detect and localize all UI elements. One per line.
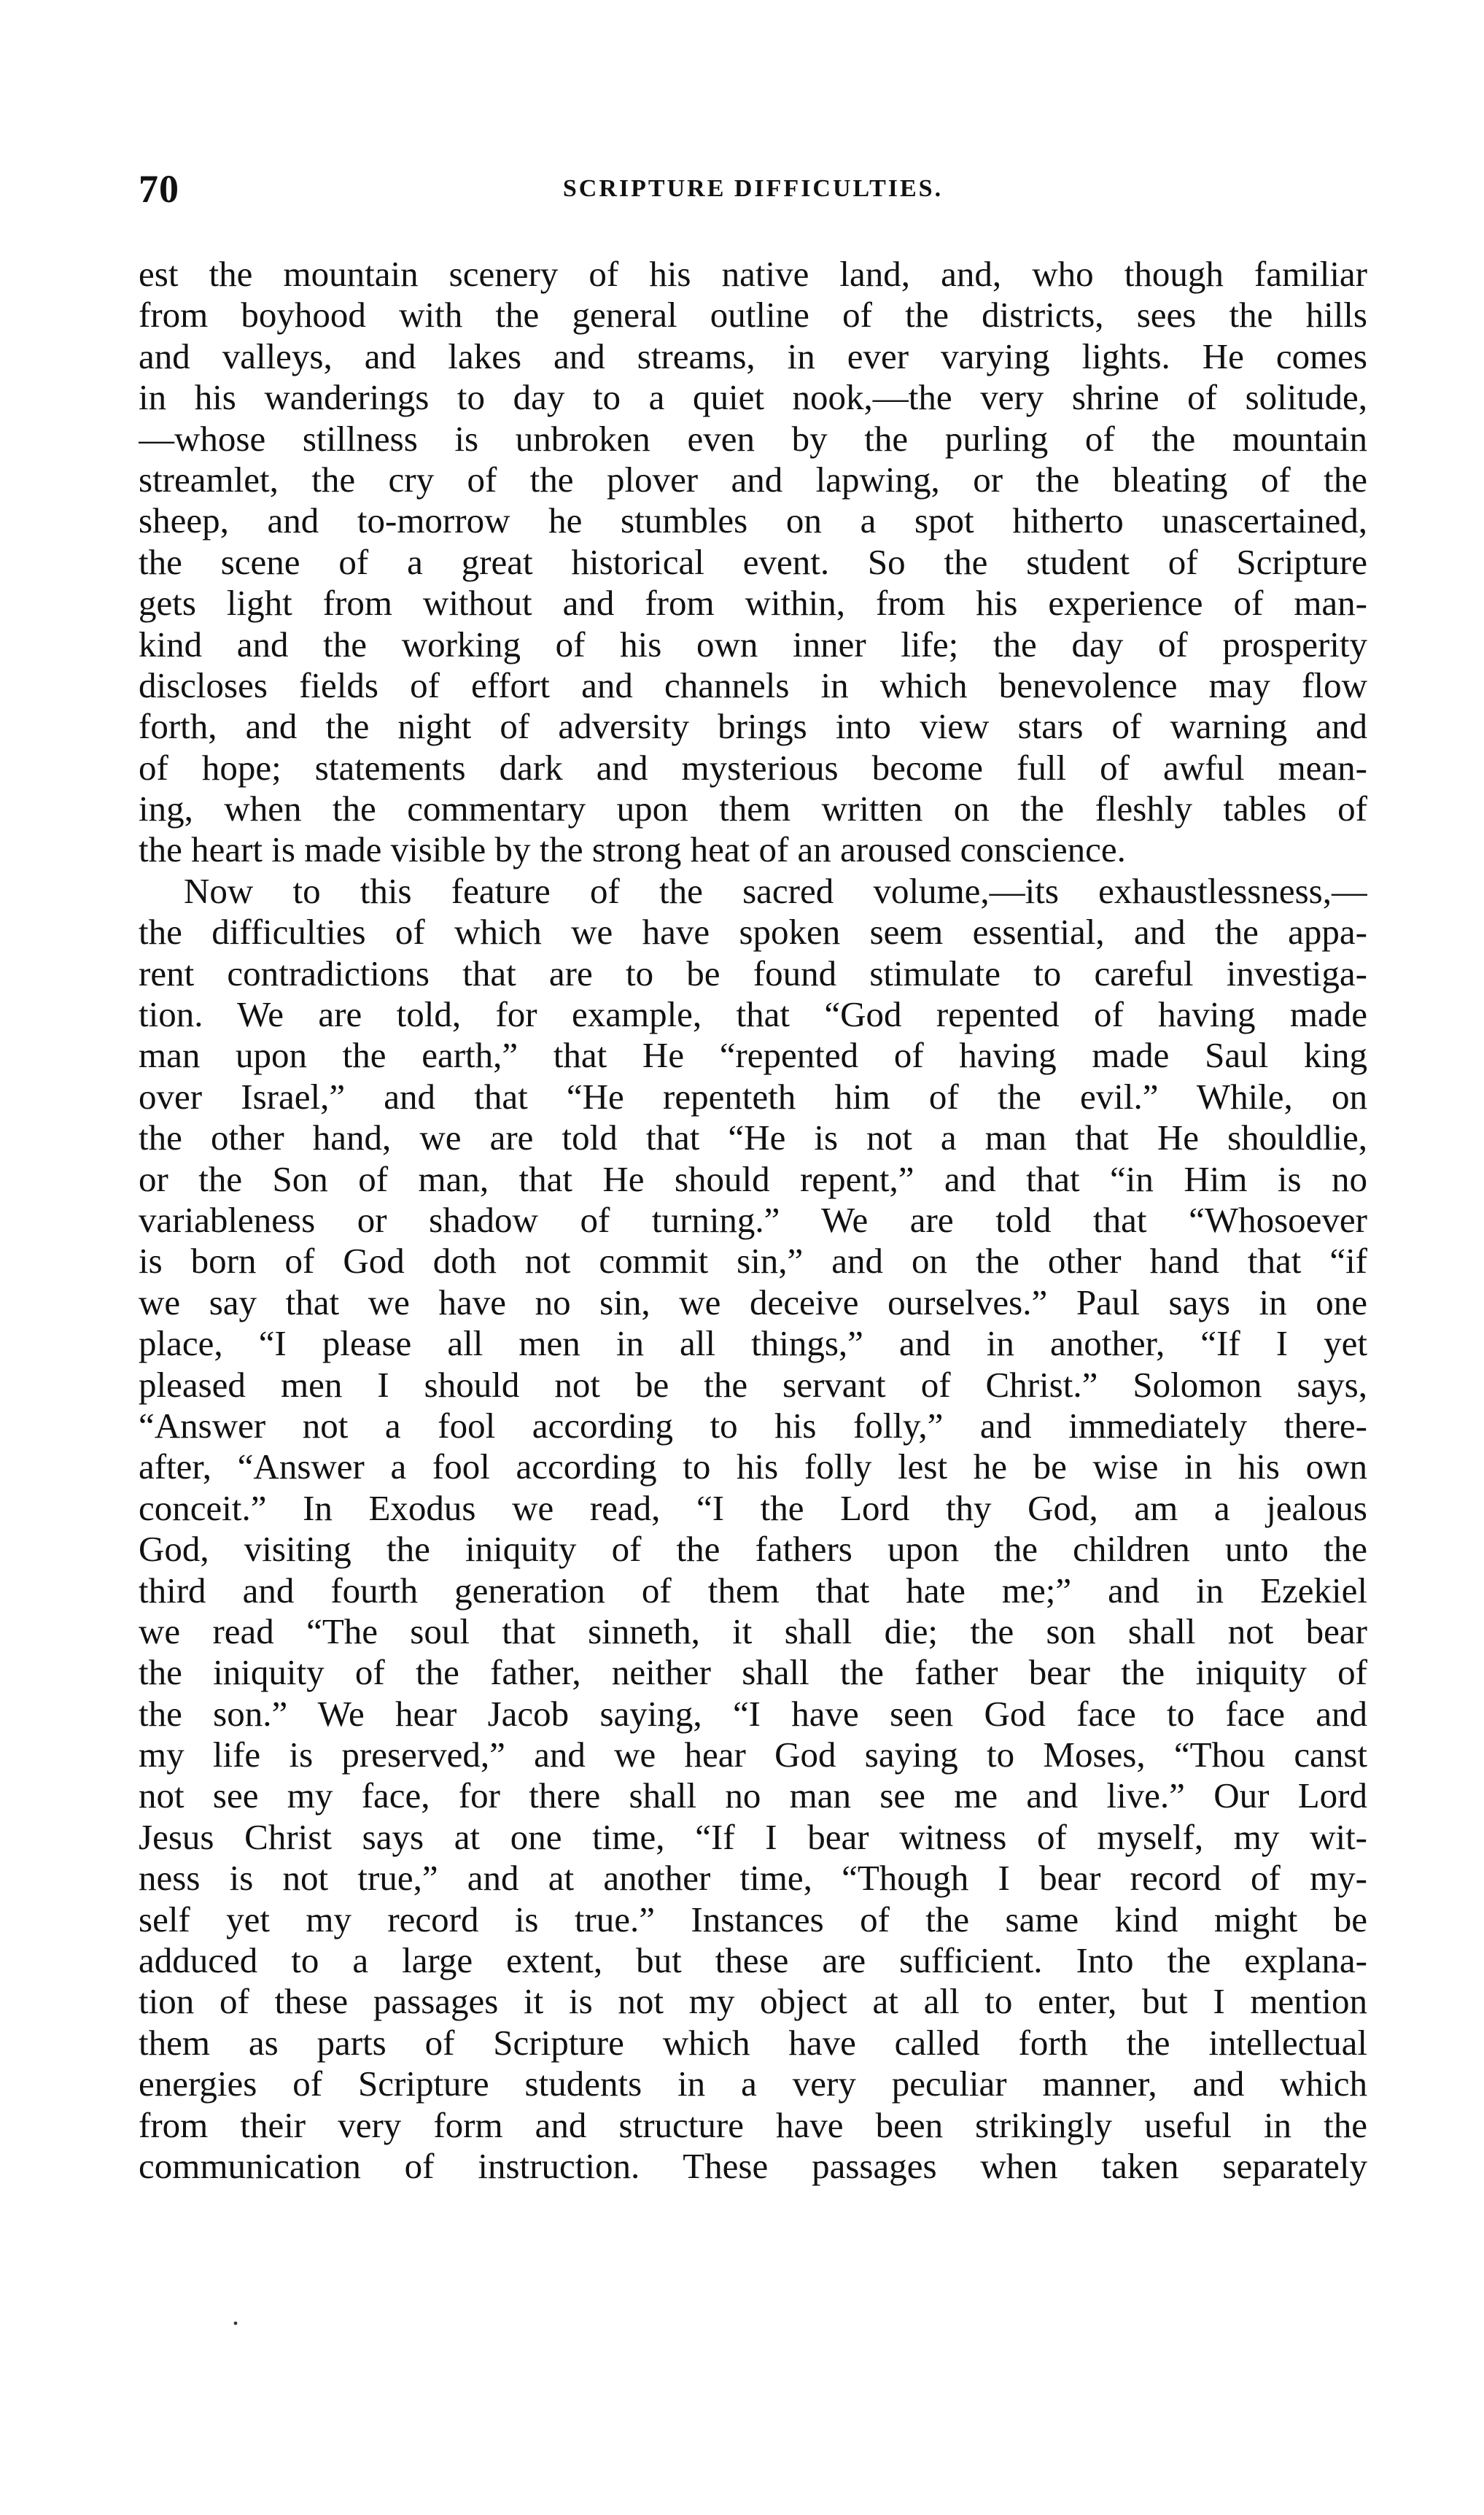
text-line: Jesus Christ says at one time, “If I bear witness of myself, my wit- [139, 1816, 1367, 1857]
text-line: man upon the earth,” that He “repented of having made Saul king [139, 1035, 1367, 1076]
text-line: ness is not true,” and at another time, “Though I bear record of my- [139, 1858, 1367, 1899]
text-line: we say that we have no sin, we deceive ourselves.” Paul says in one [139, 1282, 1367, 1322]
body-text [139, 254, 1367, 2187]
text-line: conceit.” In Exodus we read, “I the Lord thy God, am a jealous [139, 1487, 1367, 1528]
text-line: kind and the working of his own inner life; the day of prosperity [139, 624, 1367, 664]
text-line: self yet my record is true.” Instances of the same kind might be [139, 1899, 1367, 1939]
text-line: from boyhood with the general outline of the districts, sees the hills [139, 295, 1367, 336]
text-line: Now to this feature of the sacred volume,—its exhaustlessness,— [184, 870, 1367, 911]
page-number: 70 [139, 167, 179, 211]
text-line: “Answer not a fool according to his folly,” and immediately there- [139, 1405, 1367, 1446]
text-line: third and fourth generation of them that hate me;” and in Ezekiel [139, 1570, 1367, 1611]
text-line: over Israel,” and that “He repenteth him of the evil.” While, on [139, 1076, 1367, 1117]
text-line: in his wanderings to day to a quiet nook,—the very shrine of solitude, [139, 377, 1367, 418]
page-header [139, 166, 1367, 217]
text-line: communication of instruction. These passages when taken separately [139, 2145, 1367, 2186]
text-line: rent contradictions that are to be found stimulate to careful investiga- [139, 953, 1367, 993]
paragraph [139, 871, 1367, 2187]
text-line: the scene of a great historical event. So the student of Scripture [139, 541, 1367, 582]
text-line: streamlet, the cry of the plover and lapwing, or the bleating of the [139, 459, 1367, 500]
text-line: them as parts of Scripture which have called forth the intellectual [139, 2022, 1367, 2063]
text-line: my life is preserved,” and we hear God saying to Moses, “Thou canst [139, 1735, 1367, 1775]
text-line: the other hand, we are told that “He is not a man that He shouldlie, [139, 1117, 1367, 1158]
text-line: discloses fields of effort and channels in which benevolence may flow [139, 664, 1367, 705]
text-line: the iniquity of the father, neither shall the father bear the iniquity of [139, 1652, 1367, 1693]
text-line: ing, when the commentary upon them written on the fleshly tables of [139, 788, 1367, 829]
text-line: and valleys, and lakes and streams, in ever varying lights. He comes [139, 336, 1367, 376]
footer-mark: . [232, 2298, 239, 2331]
text-line: —whose stillness is unbroken even by the purling of the mountain [139, 418, 1367, 459]
text-line: we read “The soul that sinneth, it shall die; the son shall not bear [139, 1611, 1367, 1651]
paragraph [139, 254, 1367, 871]
text-line: energies of Scripture students in a very peculiar manner, and which [139, 2063, 1367, 2104]
text-line: the son.” We hear Jacob saying, “I have seen God face to face and [139, 1693, 1367, 1734]
text-line: the difficulties of which we have spoken seem essential, and the appa- [139, 912, 1367, 953]
text-line: pleased men I should not be the servant of Christ.” Solomon says, [139, 1364, 1367, 1405]
text-line: after, “Answer a fool according to his folly lest he be wise in his own [139, 1446, 1367, 1487]
text-line: variableness or shadow of turning.” We are told that “Whosoever [139, 1199, 1367, 1240]
text-line: forth, and the night of adversity brings into view stars of warning and [139, 706, 1367, 747]
text-line: tion of these passages it is not my object at all to enter, but I mention [139, 1981, 1367, 2022]
running-head: SCRIPTURE DIFFICULTIES. [562, 175, 944, 202]
text-line: adduced to a large extent, but these are sufficient. Into the explana- [139, 1940, 1367, 1981]
text-line: sheep, and to-morrow he stumbles on a spot hitherto unascertained, [139, 500, 1367, 541]
text-line: place, “I please all men in all things,” and in another, “If I yet [139, 1323, 1367, 1364]
text-line: gets light from without and from within, from his experience of man- [139, 583, 1367, 624]
text-line: of hope; statements dark and mysterious become full of awful mean- [139, 747, 1367, 788]
text-line: God, visiting the iniquity of the fathers upon the children unto the [139, 1529, 1367, 1570]
text-line: est the mountain scenery of his native land, and, who though familiar [139, 254, 1367, 294]
text-line: the heart is made visible by the strong heat of an aroused conscience. [139, 829, 1126, 870]
text-line: or the Son of man, that He should repent,” and that “in Him is no [139, 1158, 1367, 1199]
text-line: not see my face, for there shall no man see me and live.” Our Lord [139, 1775, 1367, 1816]
text-line: is born of God doth not commit sin,” and on the other hand that “if [139, 1241, 1367, 1282]
text-line: tion. We are told, for example, that “God repented of having made [139, 994, 1367, 1035]
text-line: from their very form and structure have been strikingly useful in the [139, 2104, 1367, 2145]
